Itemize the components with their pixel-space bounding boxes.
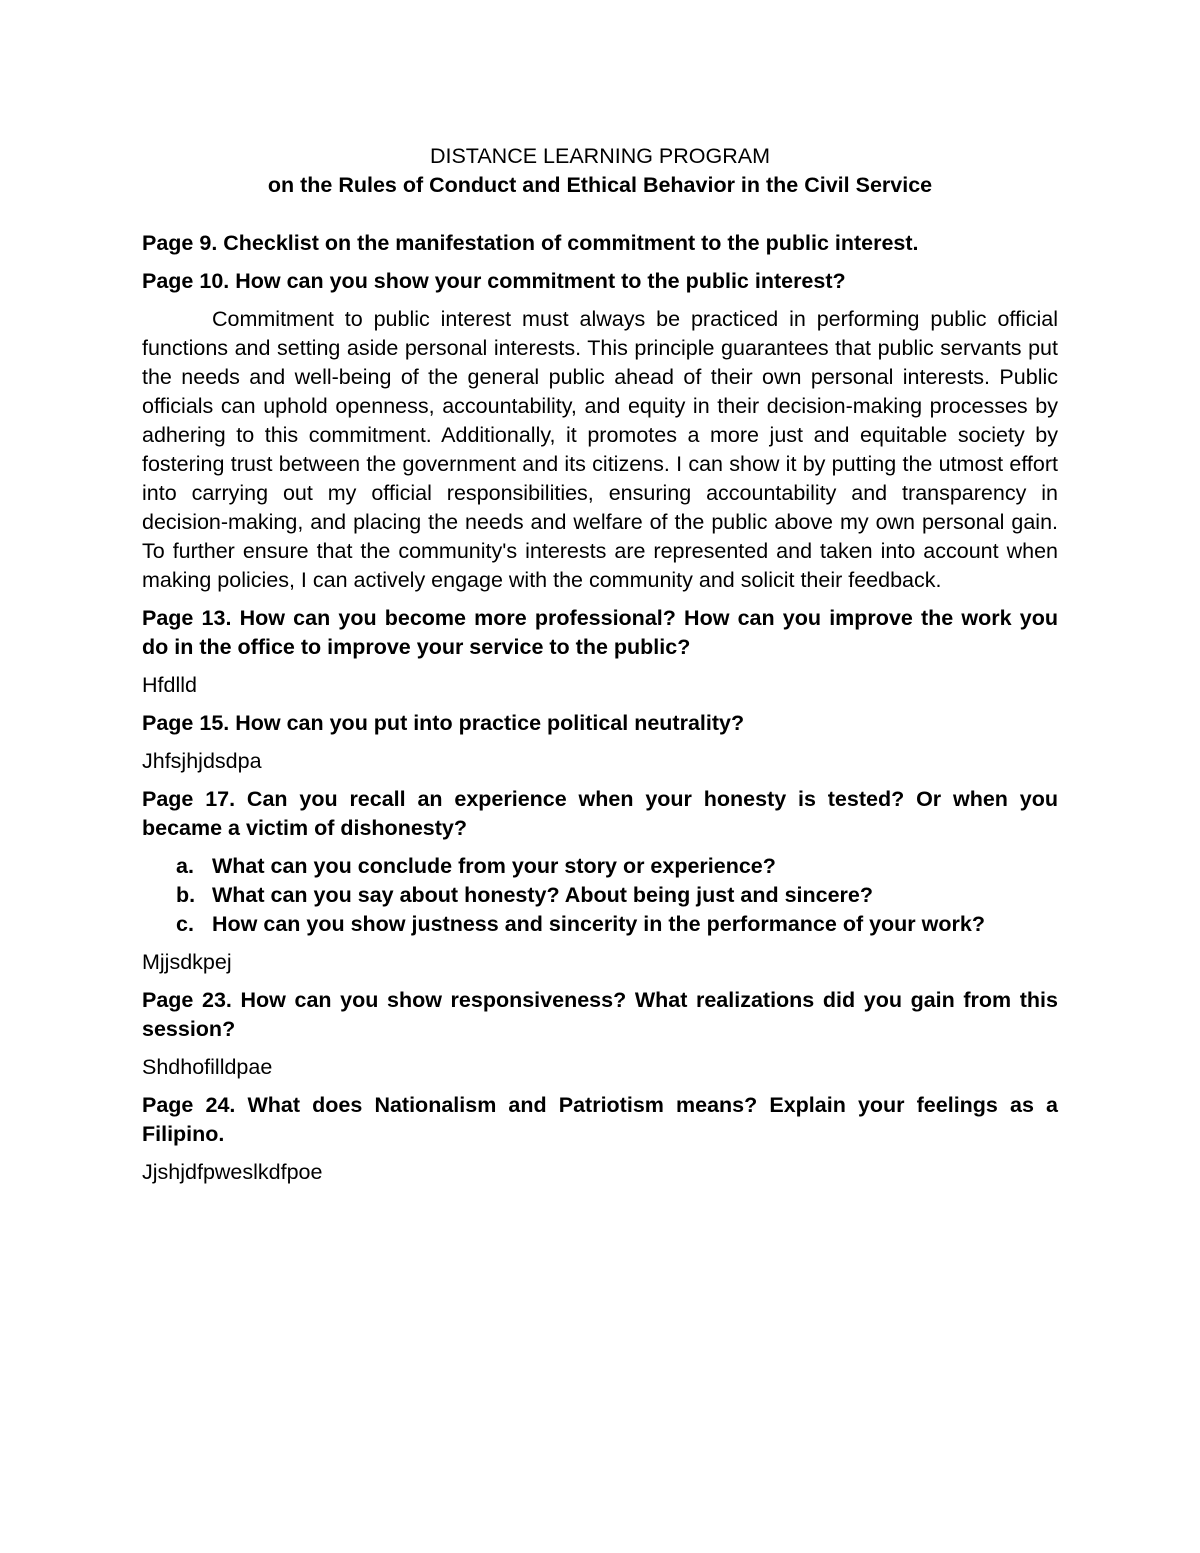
question-page-15: Page 15. How can you put into practice political neutrality? xyxy=(142,711,745,735)
question-page-23: Page 23. How can you show responsiveness? What realizations did you gain from this session? xyxy=(142,988,1058,1041)
list-marker: a. xyxy=(176,854,194,878)
answer-page-10: Commitment to public interest must always be practiced in performing public official functions and setting aside personal interests. This principle guarantees that public servants put the needs and well-being of the general public ahead of their own personal interests. Public officials can uphold openness, accountability, and equity in their decision-making processes by adhering to this commitment. Additionally, it promotes a more just and equitable society by fostering trust between the government and its citizens. I can show it by putting the utmost effort into carrying out my official responsibilities, ensuring accountability and transparency in decision-making, and placing the needs and welfare of the public above my own personal gain. To further ensure that the community's interests are represented and taken into account when making policies, I can actively engage with the community and solicit their feedback. xyxy=(142,307,1058,592)
question-page-24: Page 24. What does Nationalism and Patriotism means? Explain your feelings as a Filipino. xyxy=(142,1093,1058,1146)
sub-question-item xyxy=(142,852,1058,881)
answer-page-24: Jjshjdfpweslkdfpoe xyxy=(142,1160,323,1184)
sub-question-item xyxy=(142,881,1058,910)
list-marker: c. xyxy=(176,912,194,936)
answer-page-15: Jhfsjhjdsdpa xyxy=(142,749,262,773)
answer-page-13: Hfdlld xyxy=(142,673,197,697)
sub-question-text: What can you conclude from your story or experience? xyxy=(212,854,776,878)
question-page-9: Page 9. Checklist on the manifestation of commitment to the public interest. xyxy=(142,231,919,255)
question-page-13: Page 13. How can you become more professional? How can you improve the work you do in the office to improve your service to the public? xyxy=(142,606,1058,659)
sub-question-item xyxy=(142,910,1058,939)
answer-page-23: Shdhofilldpae xyxy=(142,1055,273,1079)
sub-question-text: What can you say about honesty? About being just and sincere? xyxy=(212,883,873,907)
list-marker: b. xyxy=(176,883,196,907)
question-page-10: Page 10. How can you show your commitment to the public interest? xyxy=(142,269,846,293)
document-body xyxy=(142,142,1058,1196)
document-title: DISTANCE LEARNING PROGRAM xyxy=(429,144,771,168)
sub-question-text: How can you show justness and sincerity in the performance of your work? xyxy=(212,912,985,936)
document-subtitle: on the Rules of Conduct and Ethical Behavior in the Civil Service xyxy=(267,173,933,197)
sub-question-list xyxy=(142,852,1058,939)
answer-page-17: Mjjsdkpej xyxy=(142,950,232,974)
question-page-17: Page 17. Can you recall an experience when your honesty is tested? Or when you became a victim of dishonesty? xyxy=(142,787,1058,840)
